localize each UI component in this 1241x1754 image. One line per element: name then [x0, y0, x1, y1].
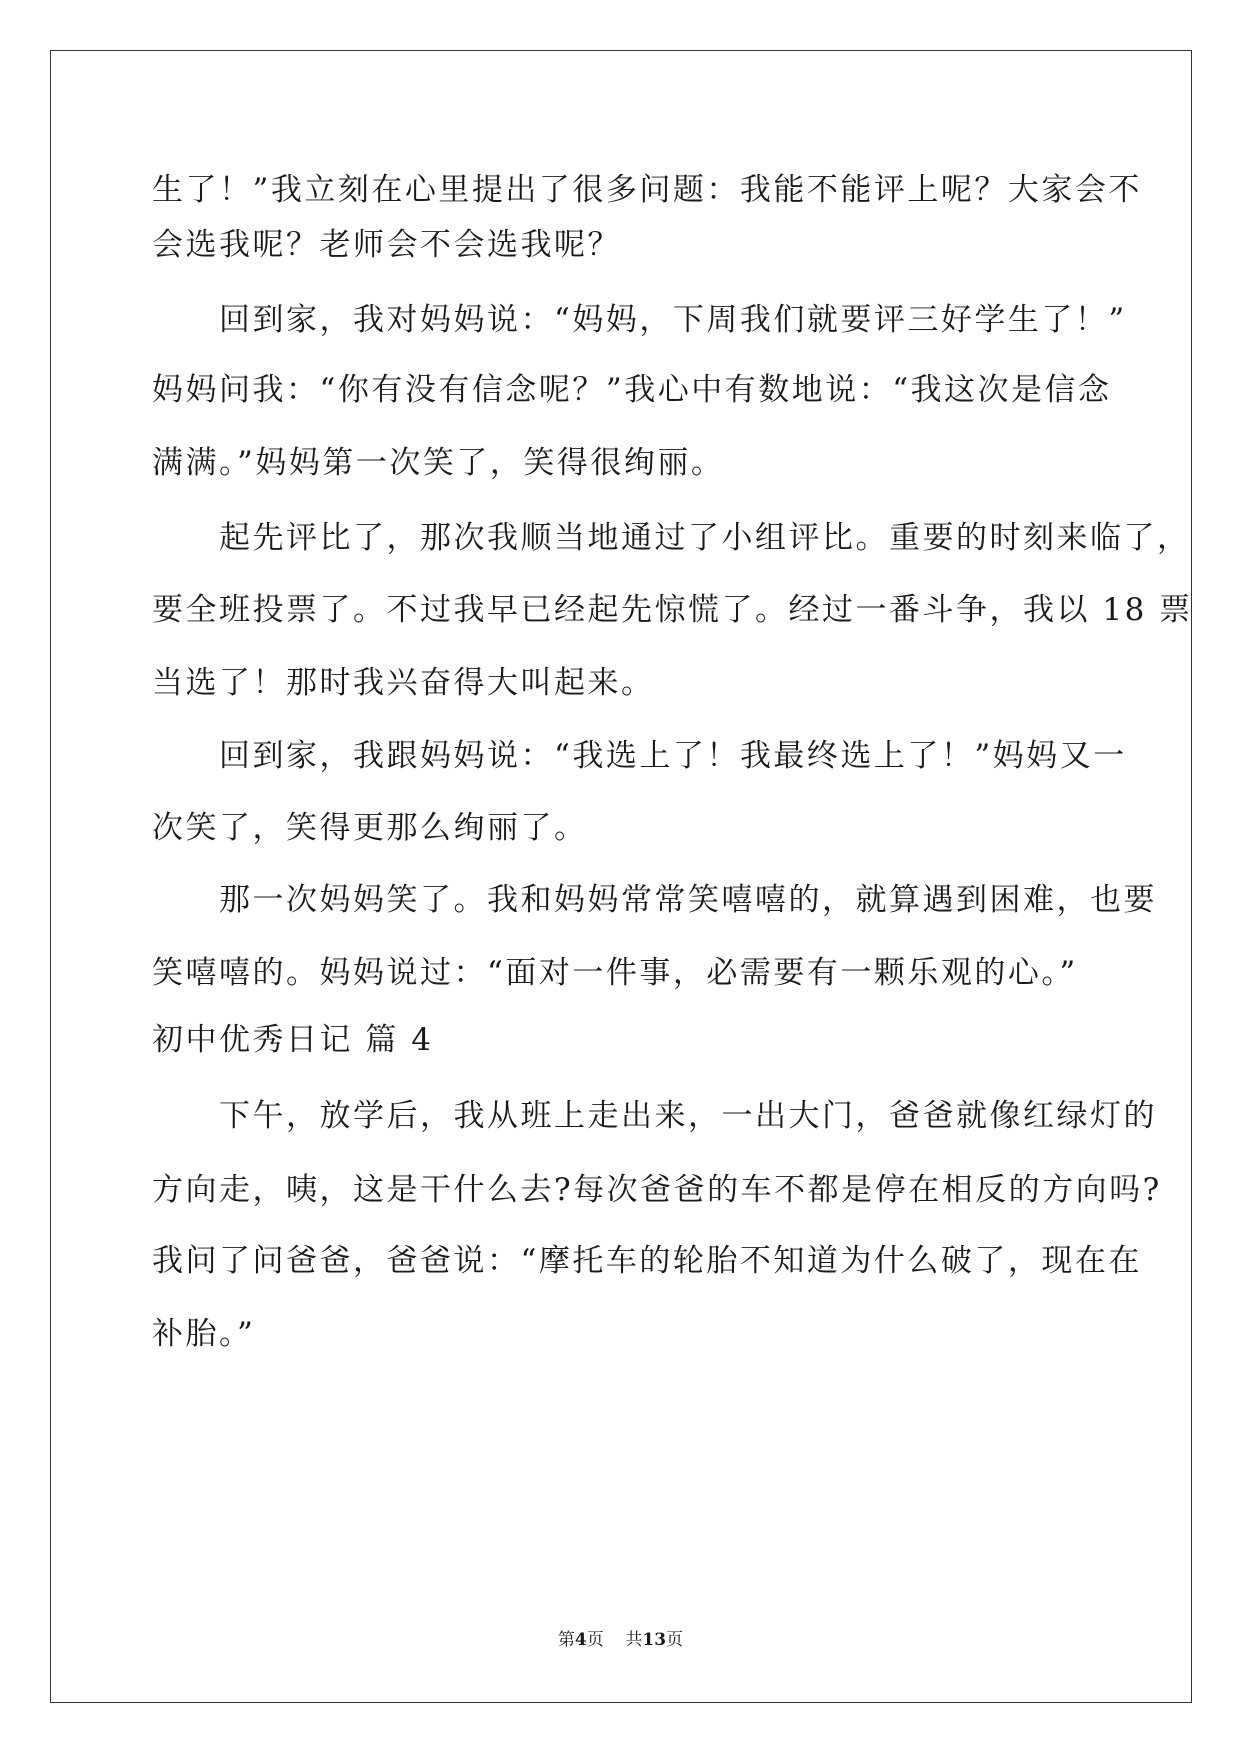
text-line: 当选了！那时我兴奋得大叫起来。 — [152, 665, 655, 701]
text-line: 要全班投票了。不过我早已经起先惊慌了。经过一番斗争，我以 18 票 — [152, 592, 1193, 628]
text-line: 满满。”妈妈第一次笑了，笑得很绚丽。 — [152, 445, 725, 481]
text-line: 妈妈问我：“你有没有信念呢？”我心中有数地说：“我这次是信念 — [152, 372, 1112, 408]
page-prefix: 第 — [557, 1630, 575, 1650]
total-pages: 13 — [642, 1630, 667, 1650]
text-line: 生了！”我立刻在心里提出了很多问题：我能不能评上呢？大家会不 — [152, 172, 1142, 208]
total-suffix: 页 — [666, 1630, 684, 1650]
page-suffix: 页 — [586, 1630, 604, 1650]
page-footer — [0, 1628, 1241, 1652]
total-prefix: 共 — [625, 1630, 643, 1650]
paragraph-line: 下午，放学后，我从班上走出来，一出大门，爸爸就像红绿灯的 — [152, 1098, 1157, 1134]
paragraph-line: 回到家，我对妈妈说：“妈妈，下周我们就要评三好学生了！” — [152, 302, 1127, 338]
text-line: 会选我呢？老师会不会选我呢？ — [152, 227, 621, 263]
section-heading: 初中优秀日记 篇 4 — [152, 1022, 434, 1058]
text-line: 笑嘻嘻的。妈妈说过：“面对一件事，必需要有一颗乐观的心。” — [152, 955, 1078, 991]
paragraph-line: 回到家，我跟妈妈说：“我选上了！我最终选上了！”妈妈又一 — [152, 738, 1127, 774]
text-line: 我问了问爸爸，爸爸说：“摩托车的轮胎不知道为什么破了，现在在 — [152, 1243, 1142, 1279]
text-line: 次笑了，笑得更那么绚丽了。 — [152, 810, 588, 846]
text-line: 方向走，咦，这是干什么去?每次爸爸的车不都是停在相反的方向吗? — [152, 1172, 1162, 1208]
paragraph-line: 那一次妈妈笑了。我和妈妈常常笑嘻嘻的，就算遇到困难，也要 — [152, 882, 1157, 918]
paragraph-line: 起先评比了，那次我顺当地通过了小组评比。重要的时刻来临了， — [152, 520, 1191, 556]
page-number: 4 — [574, 1630, 587, 1650]
text-line: 补胎。” — [152, 1316, 256, 1352]
page-border — [50, 50, 1192, 1703]
